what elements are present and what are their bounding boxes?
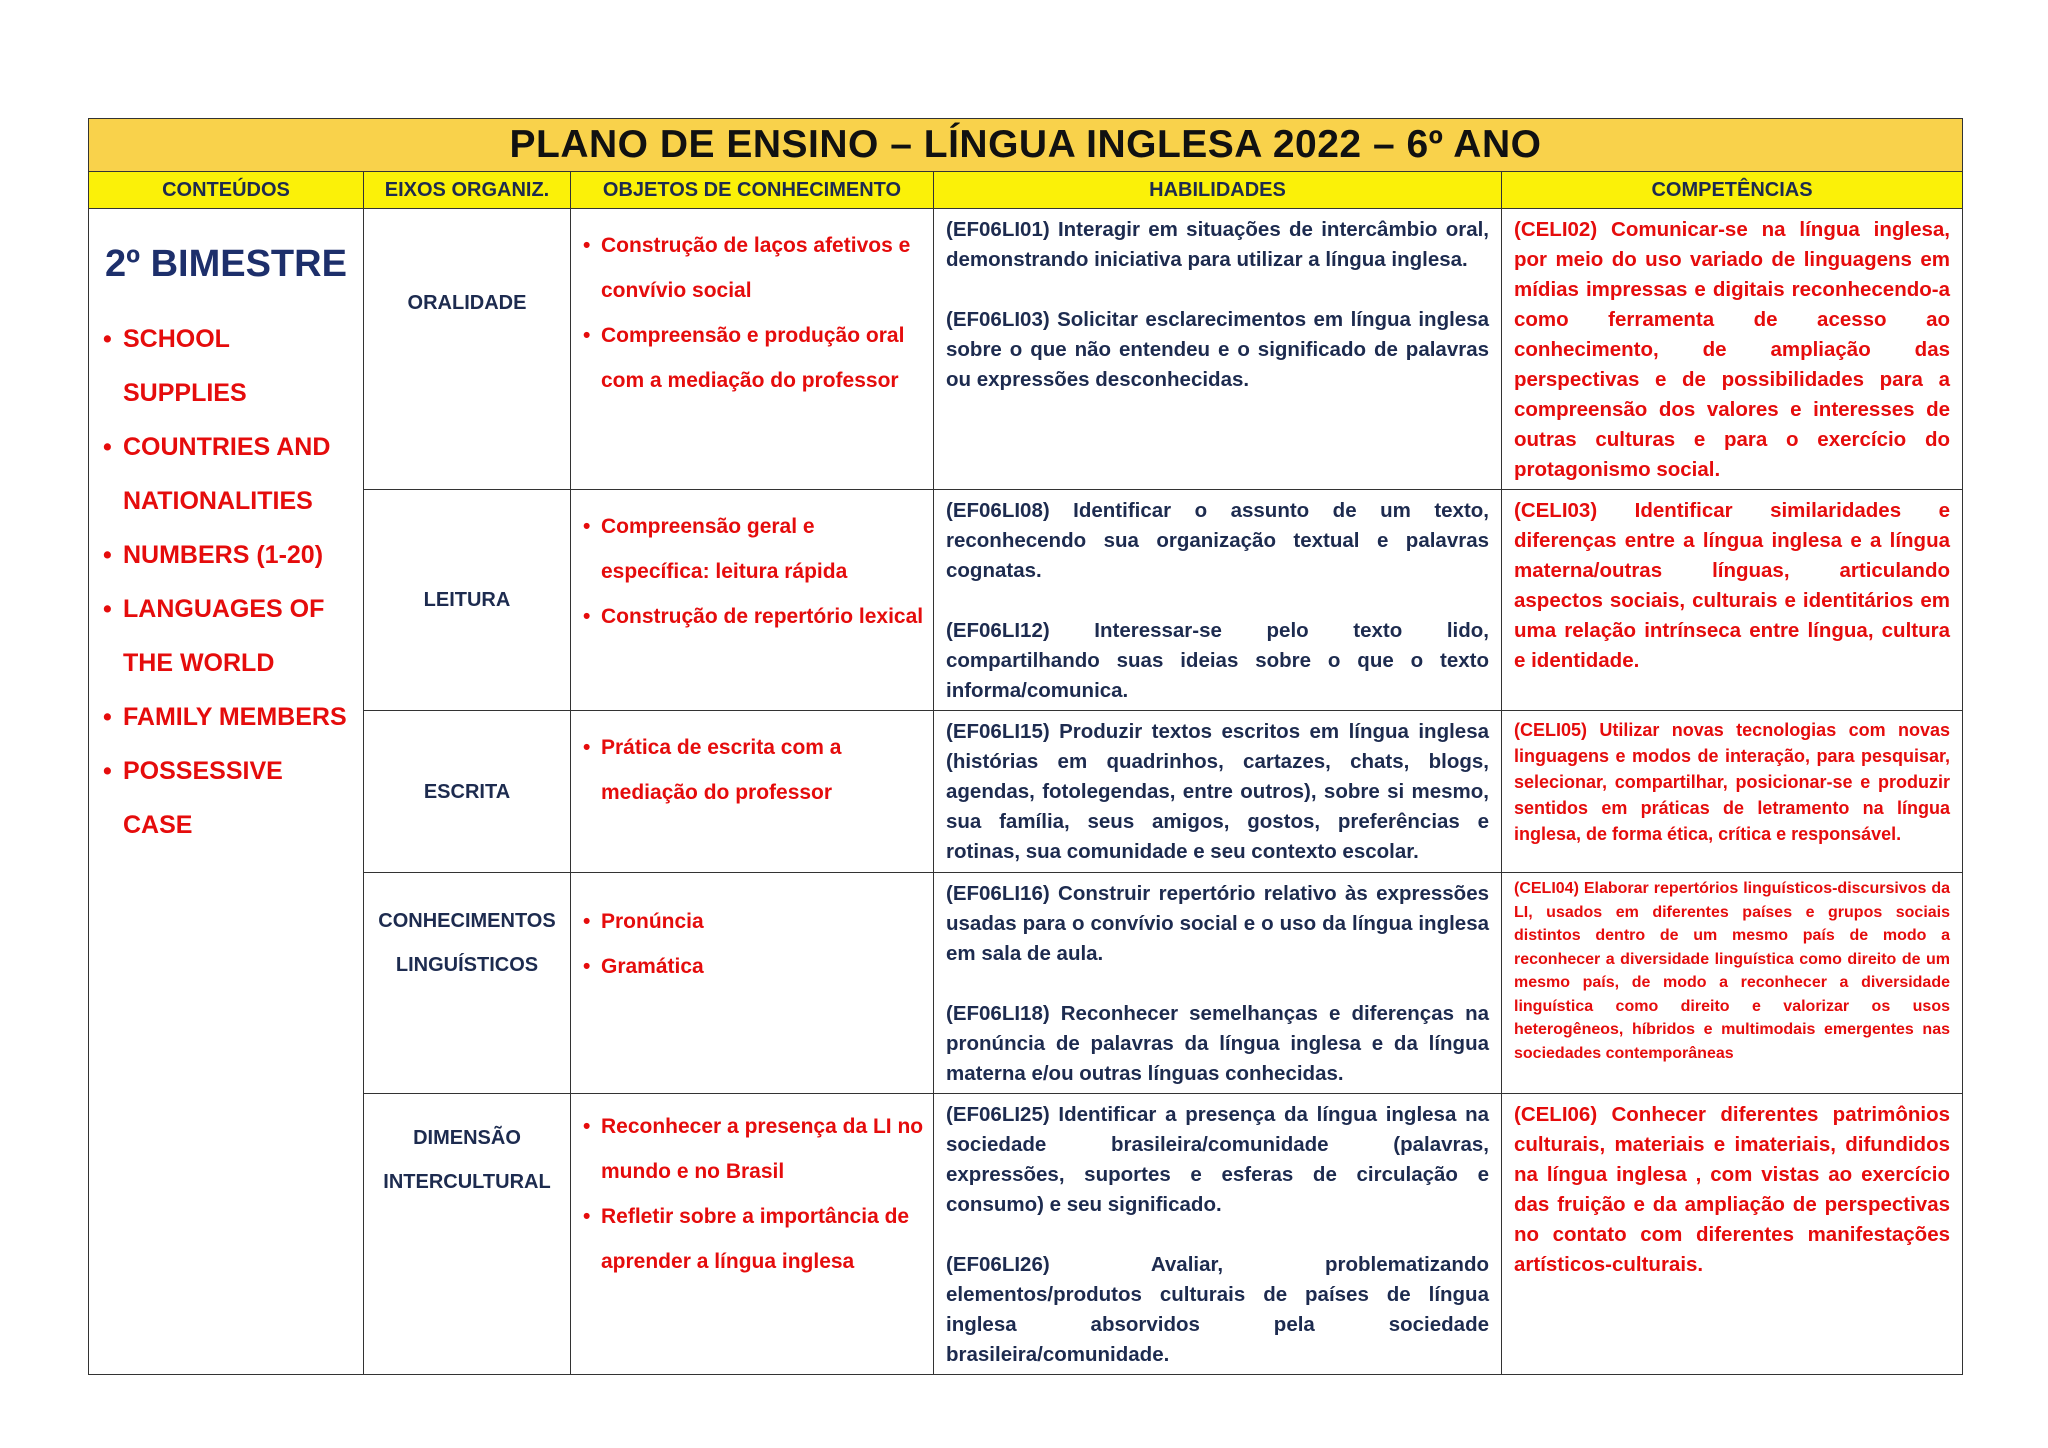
list-item: • Refletir sobre a importância de aprender a língua inglesa <box>583 1194 925 1284</box>
eixo-dimensao-intercultural: DIMENSÃO INTERCULTURAL <box>364 1094 571 1375</box>
eixo-leitura: LEITURA <box>364 490 571 711</box>
eixo-conhecimentos-linguisticos: CONHECIMENTOS LINGUÍSTICOS <box>364 873 571 1094</box>
habilidades-cell <box>934 1094 1502 1375</box>
habilidade-text: (EF06LI26) Avaliar, problematizando elementos/produtos culturais de países de língua inglesa absorvidos pela sociedade brasileira/comunidade. <box>946 1253 1489 1366</box>
objetos-cell <box>571 711 934 873</box>
table-row <box>89 490 1963 711</box>
conteudos-cell <box>89 209 364 1375</box>
lesson-plan-table <box>88 118 1963 1375</box>
header-competencias: COMPETÊNCIAS <box>1502 172 1963 209</box>
list-item: • Prática de escrita com a mediação do professor <box>583 725 925 815</box>
objetos-cell <box>571 873 934 1094</box>
table-row <box>89 711 1963 873</box>
habilidade-text: (EF06LI16) Construir repertório relativo às expressões usadas para o convívio social e o uso da língua inglesa em sala de aula. <box>946 882 1489 965</box>
habilidades-cell <box>934 490 1502 711</box>
list-item: • POSSESSIVE CASE <box>101 744 355 852</box>
competencia-cell: (CELI02) Comunicar-se na língua inglesa, por meio do uso variado de linguagens em mídias impressas e digitais reconhecendo-a como ferramenta de acesso ao conhecimento, de ampliação das perspectivas e de possibilidades para a compreensão dos valores e interesses de outras culturas e para o exercício do protagonismo social. <box>1502 209 1963 490</box>
competencia-cell: (CELI03) Identificar similaridades e diferenças entre a língua inglesa e a língua materna/outras línguas, articulando aspectos sociais, culturais e identitários em uma relação intrínseca entre língua, cultura e identidade. <box>1502 490 1963 711</box>
habilidade-text: (EF06LI12) Interessar-se pelo texto lido, compartilhando suas ideias sobre o que o texto informa/comunica. <box>946 619 1489 702</box>
habilidade-text: (EF06LI15) Produzir textos escritos em língua inglesa (histórias em quadrinhos, cartazes, chats, blogs, agendas, fotolegendas, entre outros), sobre si mesmo, sua família, seus amigos, gostos, preferências e rotinas, sua comunidade e seu contexto escolar. <box>946 720 1489 863</box>
list-item: • NUMBERS (1-20) <box>101 528 355 582</box>
objetos-cell <box>571 209 934 490</box>
habilidade-text: (EF06LI01) Interagir em situações de intercâmbio oral, demonstrando iniciativa para utilizar a língua inglesa. <box>946 218 1489 271</box>
competencia-cell: (CELI04) Elaborar repertórios linguísticos-discursivos da LI, usados em diferentes países e grupos sociais distintos dentro de um mesmo país de modo a reconhecer a diversidade linguística como direito de um mesmo país, de modo a reconhecer a diversidade linguística como direito e valorizar os usos heterogêneos, híbridos e multimodais emergentes nas sociedades contemporâneas <box>1502 873 1963 1094</box>
list-item: • Compreensão geral e específica: leitura rápida <box>583 504 925 594</box>
list-item: • Construção de laços afetivos e convívio social <box>583 223 925 313</box>
habilidade-text: (EF06LI25) Identificar a presença da língua inglesa na sociedade brasileira/comunidade (palavras, expressões, suportes e esferas de circulação e consumo) e seu significado. <box>946 1103 1489 1216</box>
header-eixos: EIXOS ORGANIZ. <box>364 172 571 209</box>
habilidade-text: (EF06LI18) Reconhecer semelhanças e diferenças na pronúncia de palavras da língua inglesa e da língua materna e/ou outras línguas conhecidas. <box>946 1002 1489 1085</box>
list-item: • Gramática <box>583 944 925 989</box>
habilidades-cell <box>934 711 1502 873</box>
list-item: • COUNTRIES AND NATIONALITIES <box>101 420 355 528</box>
table-row <box>89 209 1963 490</box>
document-title: PLANO DE ENSINO – LÍNGUA INGLESA 2022 – 6º ANO <box>89 119 1963 172</box>
habilidade-text: (EF06LI08) Identificar o assunto de um texto, reconhecendo sua organização textual e palavras cognatas. <box>946 499 1489 582</box>
header-objetos: OBJETOS DE CONHECIMENTO <box>571 172 934 209</box>
header-habilidades: HABILIDADES <box>934 172 1502 209</box>
list-item: • SCHOOL SUPPLIES <box>101 312 355 420</box>
habilidade-text: (EF06LI03) Solicitar esclarecimentos em língua inglesa sobre o que não entendeu e o significado de palavras ou expressões desconhecidas. <box>946 308 1489 391</box>
header-conteudos: CONTEÚDOS <box>89 172 364 209</box>
objetos-cell <box>571 490 934 711</box>
list-item: • Construção de repertório lexical <box>583 594 925 639</box>
list-item: • LANGUAGES OF THE WORLD <box>101 582 355 690</box>
list-item: • Compreensão e produção oral com a mediação do professor <box>583 313 925 403</box>
habilidades-cell <box>934 873 1502 1094</box>
table-row <box>89 873 1963 1094</box>
bimestre-title: 2º BIMESTRE <box>105 243 347 285</box>
objetos-cell <box>571 1094 934 1375</box>
competencia-cell: (CELI06) Conhecer diferentes patrimônios culturais, materiais e imateriais, difundidos na língua inglesa , com vistas ao exercício das fruição e da ampliação de perspectivas no contato com diferentes manifestações artísticos-culturais. <box>1502 1094 1963 1375</box>
habilidades-cell <box>934 209 1502 490</box>
list-item: • Pronúncia <box>583 899 925 944</box>
eixo-escrita: ESCRITA <box>364 711 571 873</box>
competencia-cell: (CELI05) Utilizar novas tecnologias com novas linguagens e modos de interação, para pesquisar, selecionar, compartilhar, posicionar-se e produzir sentidos em práticas de letramento na língua inglesa, de forma ética, crítica e responsável. <box>1502 711 1963 873</box>
table-row <box>89 1094 1963 1375</box>
list-item: • Reconhecer a presença da LI no mundo e no Brasil <box>583 1104 925 1194</box>
eixo-oralidade: ORALIDADE <box>364 209 571 490</box>
list-item: • FAMILY MEMBERS <box>101 690 355 744</box>
conteudos-list <box>101 312 355 852</box>
